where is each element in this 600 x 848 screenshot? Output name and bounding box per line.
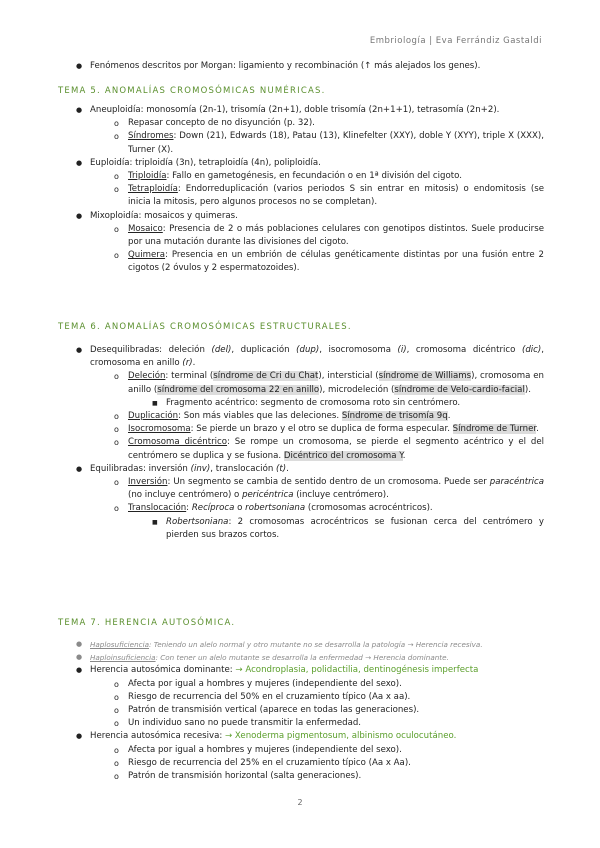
text-span: : Presencia en un embrión de células genéticamente distintas por una fusión entre 2 cigotos (2 óvulos y 2 espermatozoides). — [128, 250, 544, 274]
intro-block — [58, 60, 544, 73]
list-item — [58, 410, 544, 423]
bullet-icon: ● — [76, 653, 83, 662]
text-span: , cromosoma en anillo — [90, 345, 544, 369]
text-span: o — [234, 503, 246, 514]
text-span: ), intersticial ( — [318, 371, 379, 382]
text-span: Recíproca — [191, 503, 235, 514]
circle-bullet-icon: o — [114, 719, 119, 729]
text-span: síndrome de Velo-cardio-facial — [394, 384, 525, 395]
text-span: Desequilibradas: deleción — [90, 345, 212, 355]
text-span: : Fallo en gametogénesis, en fecundación o en 1ª división del cigoto. — [166, 171, 462, 182]
list-item — [58, 370, 544, 396]
square-bullet-icon: ■ — [152, 518, 158, 526]
section-title-tema6: TEMA 6. ANOMALÍAS CROMOSÓMICAS ESTRUCTURALES. — [58, 322, 352, 332]
text-span: Haploinsuficiencia — [90, 653, 156, 663]
circle-bullet-icon: o — [114, 692, 119, 702]
list-item — [58, 463, 544, 476]
list-item — [58, 157, 544, 170]
list-item — [58, 60, 544, 73]
text-span: : Teniendo un alelo normal y otro mutante no se desarrolla la patología → Herencia recesiva. — [149, 640, 483, 649]
text-span: → Xenoderma pigmentosum, albinismo oculocutáneo. — [224, 731, 457, 742]
list-item — [58, 730, 544, 743]
list-item — [58, 502, 544, 515]
text-span: Mosaico — [128, 223, 163, 234]
list-item — [58, 249, 544, 275]
text-span: (cromosomas acrocéntricos). — [305, 503, 433, 514]
bullet-icon: ● — [76, 666, 83, 675]
text-span: Haplosuficiencia — [90, 640, 149, 649]
list-item — [58, 170, 544, 183]
circle-bullet-icon: o — [114, 372, 119, 382]
bullet-icon: ● — [76, 211, 83, 220]
text-span: Duplicación — [128, 411, 179, 422]
text-span: Un individuo sano no puede transmitir la enfermedad. — [128, 718, 362, 729]
bullet-icon: ● — [76, 106, 83, 114]
text-span: Fragmento acéntrico: segmento de cromosoma roto sin centrómero. — [166, 397, 461, 408]
text-span: Isocromosoma — [128, 424, 191, 435]
list-item — [58, 757, 544, 770]
circle-bullet-icon: o — [114, 172, 119, 182]
text-span: : Endorreduplicación (varios periodos S sin entrar en mitosis) o endomitosis (se inicia la mitosis, pero algunos procesos no se completan). — [128, 184, 544, 208]
page-header: Embriología | Eva Ferrándiz Gastaldi — [369, 36, 542, 46]
text-span: Robertsoniana — [166, 516, 229, 527]
circle-bullet-icon: o — [114, 758, 119, 768]
list-item — [58, 678, 544, 691]
text-span: Equilibradas: inversión — [90, 463, 191, 474]
text-span: Síndrome de Turner — [452, 424, 537, 435]
list-item — [58, 476, 544, 502]
text-span: : 2 cromosomas acrocéntricos se fusionan cerca del centrómero y pierden sus brazos cortos. — [166, 516, 544, 540]
tema5-content — [58, 104, 544, 276]
text-span: Riesgo de recurrencia del 25% en el cruzamiento típico (Aa x Aa). — [128, 757, 411, 768]
text-span: Aneuploidía: monosomía (2n-1), trisomía (2n+1), doble trisomía (2n+1+1), tetrasomía (2n+2). — [90, 105, 500, 115]
list-item — [58, 130, 544, 156]
text-span: (del) — [211, 345, 232, 355]
list-item — [58, 744, 544, 757]
text-span: → Acondroplasia, polidactilia, dentinogénesis imperfecta — [235, 665, 479, 676]
text-span: . — [447, 411, 451, 422]
circle-bullet-icon: o — [114, 132, 119, 142]
list-item — [58, 651, 544, 664]
text-span: : — [186, 503, 192, 514]
list-item — [58, 223, 544, 249]
text-span: síndrome de Williams — [378, 371, 472, 382]
text-span: : Se pierde un brazo y el otro se duplica de forma especular. — [190, 424, 453, 435]
bullet-icon: ● — [76, 640, 83, 648]
text-span: Afecta por igual a hombres y mujeres (independiente del sexo). — [128, 678, 402, 689]
text-span: Quimera — [128, 250, 166, 261]
text-span: : Se rompe un cromosoma, se pierde el segmento acéntrico y el del centrómero se duplica y se fusiona. — [128, 437, 544, 461]
circle-bullet-icon: o — [114, 706, 119, 716]
text-span: , translocación — [210, 463, 277, 474]
list-item — [58, 117, 544, 130]
text-span: Inversión — [128, 477, 168, 488]
text-span: : Con tener un alelo mutante se desarrolla la enfermedad → Herencia dominante. — [155, 653, 449, 663]
circle-bullet-icon: o — [114, 119, 119, 129]
text-span: ), cromosoma en anillo ( — [128, 371, 544, 395]
circle-bullet-icon: o — [114, 251, 119, 261]
text-span: Tetraploidía — [128, 184, 178, 195]
list-item — [58, 691, 544, 704]
tema6-content — [58, 344, 544, 542]
text-span: robertsoniana — [245, 503, 306, 514]
text-span: Herencia autosómica recesiva: — [90, 731, 225, 742]
tema7-content — [58, 638, 544, 783]
text-span: Mixoploidía: mosaicos y quimeras. — [90, 210, 238, 221]
list-item — [58, 638, 544, 651]
list-item — [58, 210, 544, 223]
text-span: Deleción — [128, 371, 166, 382]
text-span: (no incluye centrómero) o — [128, 490, 243, 501]
section-title-tema5: TEMA 5. ANOMALÍAS CROMOSÓMICAS NUMÉRICAS. — [58, 86, 326, 96]
text-span: (dup) — [296, 345, 320, 355]
bullet-icon: ● — [76, 346, 83, 354]
circle-bullet-icon: o — [114, 224, 119, 234]
circle-bullet-icon: o — [114, 438, 119, 448]
list-item — [58, 717, 544, 730]
bullet-icon: ● — [76, 158, 83, 167]
list-item — [58, 183, 544, 209]
text-span: : Un segmento se cambia de sentido dentro de un cromosoma. Puede ser — [167, 477, 490, 488]
text-span: Patrón de transmisión vertical (aparece en todas las generaciones). — [128, 705, 420, 716]
list-item — [58, 344, 544, 370]
text-span: Síndromes — [128, 131, 174, 142]
text-span: Síndrome de trisomía 9q — [341, 411, 448, 422]
circle-bullet-icon: o — [114, 425, 119, 435]
text-span: (inv) — [190, 463, 211, 474]
text-span: Riesgo de recurrencia del 50% en el cruzamiento típico (Aa x aa). — [128, 691, 411, 702]
circle-bullet-icon: o — [114, 679, 119, 689]
circle-bullet-icon: o — [114, 478, 119, 488]
text-span: (r) — [182, 358, 193, 369]
text-span: Patrón de transmisión horizontal (salta generaciones). — [128, 771, 362, 782]
text-span: Cromosoma dicéntrico — [128, 437, 228, 448]
square-bullet-icon: ■ — [152, 399, 158, 407]
list-item — [58, 423, 544, 436]
text-span: Dicéntrico del cromosoma Y — [283, 450, 403, 461]
text-span: Triploidía — [128, 171, 167, 182]
list-item — [58, 516, 544, 542]
bullet-icon: ● — [76, 62, 83, 70]
text-span: . — [402, 450, 406, 461]
text-span: , isocromosoma — [319, 345, 398, 355]
list-item — [58, 664, 544, 677]
circle-bullet-icon: o — [114, 745, 119, 755]
page-number: 2 — [297, 798, 303, 807]
text-span: Herencia autosómica dominante: — [90, 665, 236, 676]
text-span: ). — [524, 384, 531, 395]
bullet-icon: ● — [76, 732, 83, 741]
list-item — [58, 704, 544, 717]
text-span: (t) — [276, 463, 287, 474]
text-span: : Son más viables que las deleciones. — [178, 411, 342, 422]
list-item — [58, 397, 544, 410]
text-span: (incluye centrómero). — [293, 490, 389, 501]
text-span: Afecta por igual a hombres y mujeres (independiente del sexo). — [128, 744, 402, 755]
text-span: : Down (21), Edwards (18), Patau (13), Klinefelter (XXY), doble Y (XYY), triple X (XXX), Turner (X). — [128, 131, 544, 155]
text-span: . — [286, 463, 289, 474]
text-span: (i) — [397, 345, 407, 355]
text-span: pericéntrica — [242, 490, 294, 501]
section-title-tema7: TEMA 7. HERENCIA AUTOSÓMICA. — [58, 618, 236, 628]
list-item — [58, 104, 544, 117]
text-span: : Presencia de 2 o más poblaciones celulares con genotipos distintos. Suele producirse por una mutación durante las divisiones del cigoto. — [128, 223, 544, 248]
text-span: síndrome de Cri du Chat — [213, 371, 319, 382]
list-item — [58, 436, 544, 462]
text-span: ), microdeleción ( — [319, 384, 395, 395]
text-span: (dic) — [521, 345, 542, 355]
text-span: Repasar concepto de no disyunción (p. 32). — [128, 118, 315, 129]
text-span: : terminal ( — [165, 371, 214, 382]
circle-bullet-icon: o — [114, 185, 119, 195]
text-span: . — [192, 358, 196, 369]
circle-bullet-icon: o — [114, 412, 119, 422]
text-span: Translocación — [128, 503, 187, 514]
circle-bullet-icon: o — [114, 504, 119, 514]
list-item — [58, 770, 544, 783]
circle-bullet-icon: o — [114, 772, 119, 782]
text-span: , cromosoma dicéntrico — [406, 345, 522, 355]
text-span: . — [536, 424, 539, 435]
text-span: paracéntrica — [489, 477, 544, 488]
text-span: síndrome del cromosoma 22 en anillo — [157, 384, 320, 395]
text-span: Euploidía: triploidía (3n), tetraploidía (4n), poliploidía. — [90, 157, 321, 168]
bullet-icon: ● — [76, 464, 83, 473]
text-span: Fenómenos descritos por Morgan: ligamiento y recombinación (↑ más alejados los genes). — [90, 61, 481, 71]
text-span: , duplicación — [231, 345, 297, 355]
